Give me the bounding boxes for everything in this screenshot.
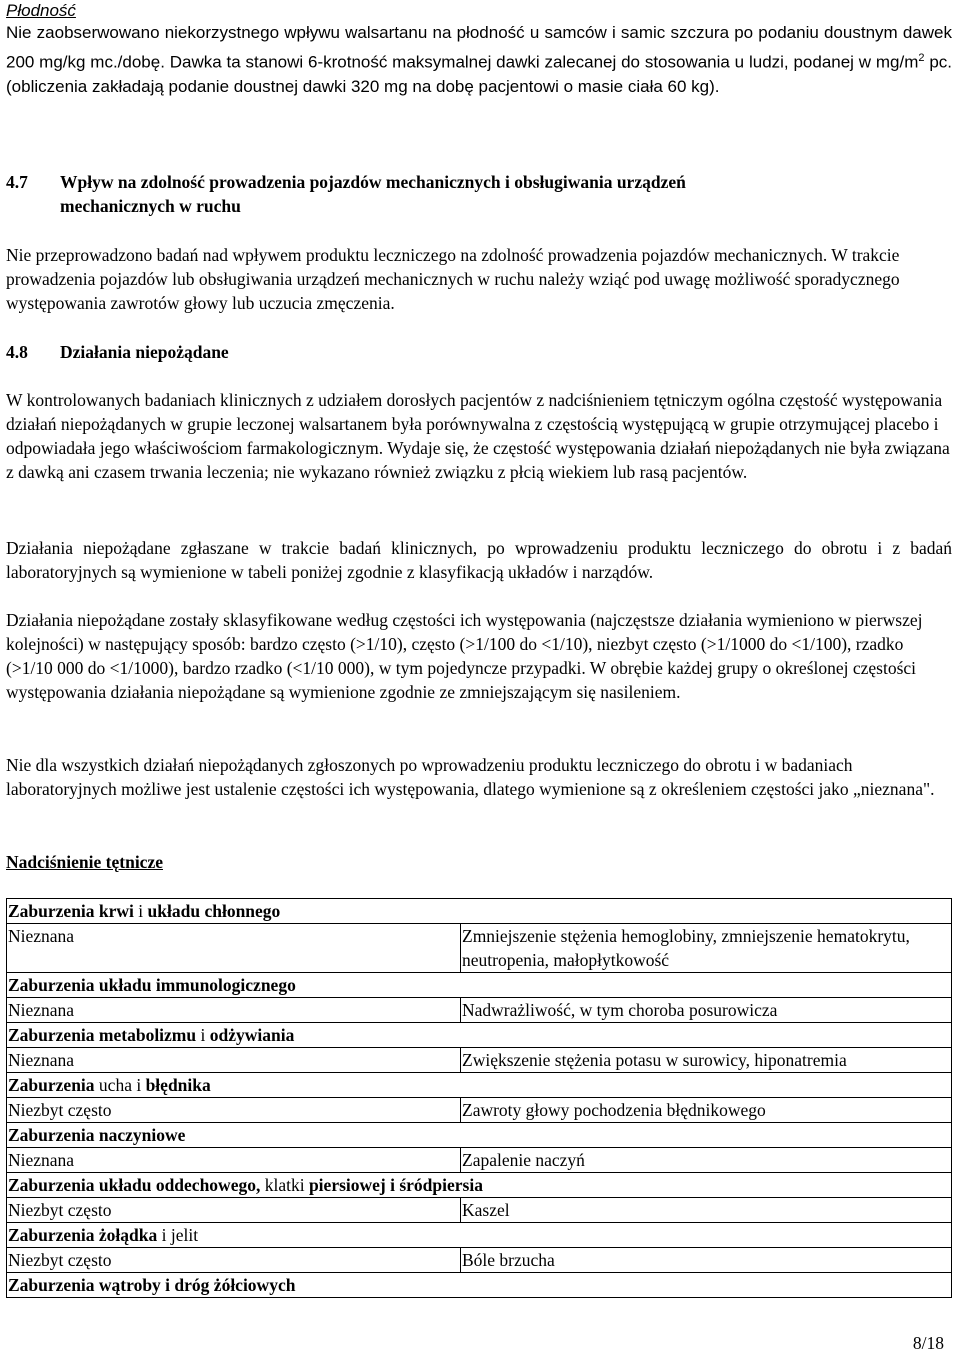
table-category-row <box>7 1173 952 1198</box>
table-category-row <box>7 899 952 924</box>
organ-class-text: Zaburzenia żołądka <box>8 1225 158 1245</box>
hypertension-subtitle: Nadciśnienie tętnicze <box>6 852 163 872</box>
fertility-title: Płodność <box>6 1 76 20</box>
organ-class-cell <box>7 1173 952 1198</box>
organ-class-text: krwi <box>98 901 134 921</box>
reaction-cell: Bóle brzucha <box>461 1248 952 1273</box>
section-4-8-para2: Działania niepożądane zgłaszane w trakcie badań klinicznych, po wprowadzeniu produktu leczniczego do obrotu i z badań laboratoryjnych są wymienione w tabeli poniżej zgodnie z klasyfikacją układów i narządów. <box>6 538 952 582</box>
table-category-row <box>7 1273 952 1298</box>
organ-class-text: układu chłonnego <box>147 901 281 921</box>
frequency-cell: Nieznana <box>7 924 461 973</box>
frequency-cell: Nieznana <box>7 1048 461 1073</box>
organ-class-text: Zaburzenia metabolizmu <box>8 1025 197 1045</box>
section-4-8-para3: Działania niepożądane zostały sklasyfikowane według częstości ich występowania (najczęstsze działania wymieniono w pierwszej kolejności) w następujący sposób: bardzo często (>1/10), często (>1/100 do <1/10), niezbyt często (>1/1000 do <1/100), rzadko (>1/10 000 do <1/1000), bardzo rzadko (<1/10 000), w tym pojedyncze przypadki. W obrębie każdej grupy o określonej częstości występowania działania niepożądane są wymienione zgodnie ze zmniejszającym się nasileniem. <box>6 610 923 702</box>
organ-class-text: Zaburzenia <box>8 901 99 921</box>
organ-class-text: Zaburzenia wątroby i dróg żółciowych <box>8 1275 296 1295</box>
organ-class-text: błędnika <box>145 1075 211 1095</box>
table-row <box>7 1198 952 1223</box>
section-4-8-para4: Nie dla wszystkich działań niepożądanych zgłoszonych po wprowadzeniu produktu leczniczego do obrotu i w badaniach laboratoryjnych możliwe jest ustalenie częstości ich występowania, dlatego wymienione są z określeniem częstości jako „nieznana". <box>6 755 935 799</box>
organ-class-text: Zaburzenia układu immunologicznego <box>8 975 296 995</box>
organ-class-cell <box>7 1273 952 1298</box>
organ-class-text: i <box>196 1025 210 1045</box>
frequency-cell: Niezbyt często <box>7 1198 461 1223</box>
organ-class-text: Zaburzenia układu oddechowego, <box>8 1175 261 1195</box>
reaction-cell: Zmniejszenie stężenia hemoglobiny, zmniejszenie hematokrytu, neutropenia, małopłytkowość <box>461 924 952 973</box>
organ-class-text: odżywiania <box>209 1025 295 1045</box>
section-4-8-para1: W kontrolowanych badaniach klinicznych z udziałem dorosłych pacjentów z nadciśnieniem tętniczym ogólna częstość występowania działań niepożądanych w grupie leczonej walsartanem była porównywalna z częstością występującą w grupie otrzymującej placebo i odpowiadała jego właściwościom farmakologicznym. Wydaje się, że częstość występowania działań niepożądanych nie była związana z dawką ani czasem trwania leczenia; nie wykazano również związku z płcią wiekiem lub rasą pacjentów. <box>6 390 950 482</box>
organ-class-text: Zaburzenia naczyniowe <box>8 1125 186 1145</box>
frequency-cell: Nieznana <box>7 1148 461 1173</box>
organ-class-text: Zaburzenia <box>8 1075 95 1095</box>
reaction-cell: Nadwrażliwość, w tym choroba posurowicza <box>461 998 952 1023</box>
organ-class-text: i jelit <box>157 1225 199 1245</box>
table-category-row <box>7 1223 952 1248</box>
table-category-row <box>7 973 952 998</box>
frequency-cell: Niezbyt często <box>7 1248 461 1273</box>
organ-class-text: klatki <box>260 1175 309 1195</box>
table-category-row <box>7 1073 952 1098</box>
reaction-cell: Kaszel <box>461 1198 952 1223</box>
table-row <box>7 998 952 1023</box>
reaction-cell: Zapalenie naczyń <box>461 1148 952 1173</box>
table-row <box>7 924 952 973</box>
table-category-row <box>7 1023 952 1048</box>
frequency-cell: Niezbyt często <box>7 1098 461 1123</box>
table-category-row <box>7 1123 952 1148</box>
fertility-text: Nie zaobserwowano niekorzystnego wpływu walsartanu na płodność u samców i samic szczura po podaniu doustnym dawek 200 mg/kg mc./dobę. Dawka ta stanowi 6-krotność maksymalnej dawki zalecanej do stosowania u ludzi, podanej w $mg/m^2$ pc. (obliczenia zakładają podanie doustnej dawki 320 mg na dobę pacjentowi o masie ciała 60 kg). <box>6 23 952 96</box>
organ-class-cell <box>7 1123 952 1148</box>
organ-class-cell <box>7 973 952 998</box>
frequency-cell: Nieznana <box>7 998 461 1023</box>
table-row <box>7 1148 952 1173</box>
organ-class-cell <box>7 899 952 924</box>
reaction-cell: Zawroty głowy pochodzenia błędnikowego <box>461 1098 952 1123</box>
organ-class-text: piersiowej i śródpiersia <box>308 1175 483 1195</box>
page-number: 8/18 <box>912 1333 944 1353</box>
table-row <box>7 1248 952 1273</box>
section-4-7-heading: 4.7 Wpływ na zdolność prowadzenia pojazdów mechanicznych i obsługiwania urządzeń mechanicznych w ruchu <box>6 172 686 216</box>
reaction-cell: Zwiększenie stężenia potasu w surowicy, hiponatremia <box>461 1048 952 1073</box>
table-row <box>7 1098 952 1123</box>
organ-class-cell <box>7 1023 952 1048</box>
table-row <box>7 1048 952 1073</box>
adverse-reactions-table <box>6 898 952 1298</box>
organ-class-text: i <box>133 901 148 921</box>
section-4-7-text: Nie przeprowadzono badań nad wpływem produktu leczniczego na zdolność prowadzenia pojazdów mechanicznych. W trakcie prowadzenia pojazdów lub obsługiwania urządzeń mechanicznych w ruchu należy wziąć pod uwagę możliwość sporadycznego występowania zawrotów głowy lub uczucia zmęczenia. <box>6 245 900 313</box>
organ-class-text: ucha i <box>94 1075 146 1095</box>
organ-class-cell <box>7 1223 952 1248</box>
section-4-8-heading: 4.8 Działania niepożądane <box>6 342 229 362</box>
organ-class-cell <box>7 1073 952 1098</box>
